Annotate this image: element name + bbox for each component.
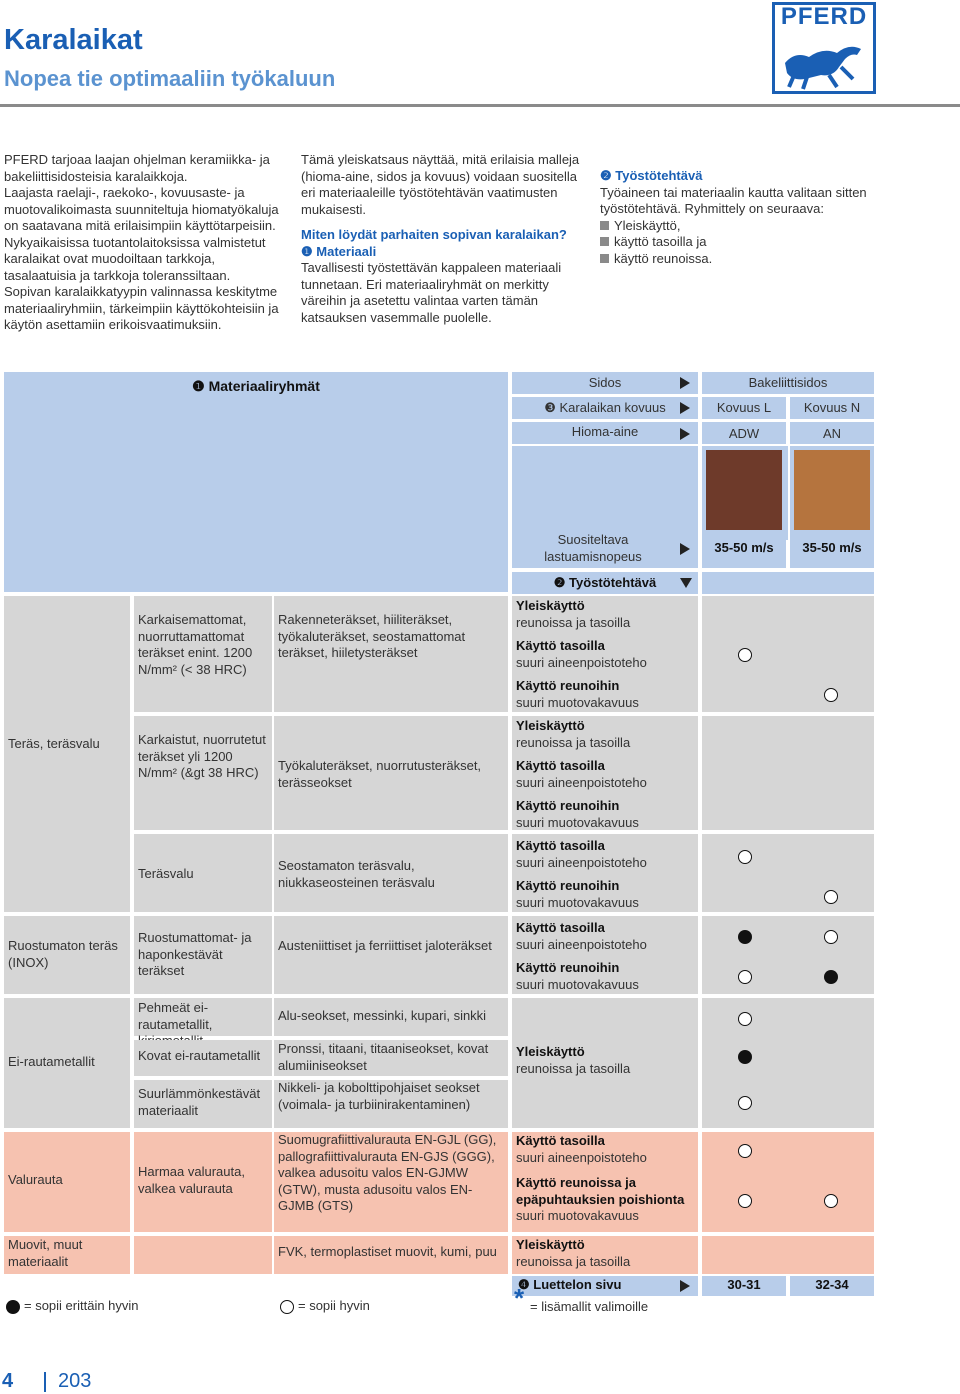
sub-group: Karkaistut, nuorrutetut teräkset yli 1200 N/mm² (&gt 38 HRC) — [134, 716, 272, 830]
good-rating-icon — [738, 850, 752, 864]
abrasive-adw: ADW — [702, 422, 786, 444]
task-list-item: käyttö tasoilla ja — [600, 234, 890, 251]
page-number: 203 — [58, 1370, 92, 1392]
intro-column-1 — [4, 152, 284, 334]
rating-cell — [702, 998, 874, 1128]
intro-heading-material: ❶ Materiaali — [301, 243, 377, 259]
sub-group: Pehmeät ei-rautametallit, — [134, 998, 272, 1036]
rating-cell — [702, 834, 874, 912]
intro-column-3 — [600, 168, 890, 267]
swatch-adw-cell — [702, 446, 788, 540]
legend-very-good: = sopii erittäin hyvin — [24, 1298, 139, 1313]
abrasive-an: AN — [790, 422, 874, 444]
sub-group: Suurlämmönkestävät materiaalit — [134, 1080, 272, 1128]
good-rating-icon — [738, 970, 752, 984]
catalog-page-1: 30-31 — [702, 1276, 786, 1296]
square-bullet-icon — [600, 254, 609, 263]
arrow-down-icon — [680, 578, 692, 588]
sub-group: Karkaisemattomat, nuorruttamattomat teräkset enint. 1200 N/mm² (< 38 HRC) — [134, 596, 272, 712]
header-divider — [0, 104, 960, 107]
intro-paragraph: PFERD tarjoaa laajan ohjelman keramiikka- ja bakeliittisidosteisia karalaikkoja. — [4, 152, 270, 184]
task-cell: Yleiskäyttö reunoissa ja tasoilla — [512, 1236, 698, 1274]
speed-label: Suositeltava lastuamisnopeus — [512, 530, 698, 568]
task-cell: Käyttö tasoilla suuri aineenpoistoteho Käyttö reunoissa ja epäpuhtauksien poishionta suuri muotovakavuus — [512, 1132, 698, 1232]
chapter-number: 4 — [2, 1370, 14, 1392]
star-icon: * — [514, 1283, 525, 1313]
material-group-plastics: Muovit, muut materiaalit — [4, 1236, 130, 1274]
intro-question: Miten löydät parhaiten sopivan karalaikan? — [301, 227, 567, 242]
intro-heading-task: ❷ Työstötehtävä — [600, 168, 703, 183]
good-rating-icon — [824, 688, 838, 702]
page-title: Karalaikat — [4, 24, 143, 56]
bond-label: Sidos — [512, 372, 698, 394]
task-cell: Yleiskäyttö reunoissa ja tasoilla Käyttö tasoilla suuri aineenpoistoteho Käyttö reunoihin suuri muotovakavuus — [512, 596, 698, 712]
an-grain-swatch — [794, 450, 870, 534]
good-legend-icon — [280, 1300, 294, 1314]
task-cell: Käyttö tasoilla suuri aineenpoistoteho Käyttö reunoihin suuri muotovakavuus — [512, 834, 698, 912]
example-materials: Työkaluteräkset, nuorrutusteräkset, terässeokset — [274, 716, 508, 830]
very-good-rating-icon — [824, 970, 838, 984]
hardness-label: ❸ Karalaikan kovuus — [512, 397, 698, 419]
abrasive-label: Hioma-aine — [512, 422, 698, 444]
example-materials: Austeniittiset ja ferriittiset jaloteräkset — [274, 916, 508, 994]
good-rating-icon — [738, 648, 752, 662]
good-rating-icon — [738, 1144, 752, 1158]
example-materials: Nikkeli- ja kobolttipohjaiset seokset (voimala- ja turbiinirakentaminen) — [274, 1080, 508, 1128]
material-group-cast-iron: Valurauta — [4, 1132, 130, 1232]
material-group-nonferrous: Ei-rautametallit — [4, 998, 130, 1128]
arrow-right-icon — [680, 377, 690, 389]
swatch-label-area — [512, 446, 698, 540]
rating-cell — [702, 596, 874, 712]
example-materials: Suomugrafiittivalurauta EN-GJL (GG), pallografiittivalurauta EN-GJS (GGG), valkea adusoitu valos EN-GJMW (GTW), musta adusoitu valos EN-GJMB (GTS) — [274, 1132, 508, 1232]
speed-value-2: 35-50 m/s — [790, 530, 874, 568]
square-bullet-icon — [600, 221, 609, 230]
bond-value: Bakeliittisidos — [702, 372, 874, 394]
square-bullet-icon — [600, 237, 609, 246]
task-header: ❷ Työstötehtävä — [512, 572, 698, 594]
task-cell: Yleiskäyttö reunoissa ja tasoilla — [512, 998, 698, 1128]
task-list-item: käyttö reunoissa. — [600, 251, 890, 268]
footer-divider — [44, 1372, 46, 1392]
good-rating-icon — [738, 1194, 752, 1208]
swatch-an-cell — [790, 446, 874, 540]
arrow-right-icon — [680, 1280, 690, 1292]
very-good-rating-icon — [738, 930, 752, 944]
good-rating-icon — [824, 1194, 838, 1208]
task-cell: Yleiskäyttö reunoissa ja tasoilla Käyttö tasoilla suuri aineenpoistoteho Käyttö reunoihin suuri muotovakavuus — [512, 716, 698, 830]
hardness-n: Kovuus N — [790, 397, 874, 419]
rating-cell — [702, 916, 874, 994]
sub-group: Teräsvalu — [134, 834, 272, 912]
example-materials: Rakenneteräkset, hiiliteräkset, työkaluteräkset, seostamattomat teräkset, hiiletysteräkset — [274, 596, 508, 712]
task-header-arrow-cell — [702, 572, 874, 594]
rating-cell — [702, 716, 874, 830]
intro-paragraph: Tavallisesti työstettävän kappaleen materiaali tunnetaan. Eri materiaaliryhmät on merkitty väreihin ja asetettu valintaa varten tämän katsauksen vasemmalle puolelle. — [301, 260, 562, 325]
horse-icon — [775, 33, 873, 93]
sub-group-empty — [134, 1236, 272, 1274]
legend-extra: = lisämallit valimoille — [530, 1299, 649, 1314]
material-groups-header: ❶ Materiaaliryhmät — [192, 378, 320, 394]
intro-paragraph: Nykyaikaisissa tuotantolaitoksissa valmistetut karalaikat ovat muodoiltaan tarkkoja, tasalaatuisia ja tarkkoja toleranssiltaan. — [4, 234, 266, 283]
arrow-right-icon — [680, 428, 690, 440]
arrow-right-icon — [680, 543, 690, 555]
good-rating-icon — [738, 1096, 752, 1110]
task-cell: Käyttö tasoilla suuri aineenpoistoteho Käyttö reunoihin suuri muotovakavuus — [512, 916, 698, 994]
intro-column-2 — [301, 152, 583, 326]
example-materials: Alu-seokset, messinki, kupari, sinkki — [274, 998, 508, 1036]
good-rating-icon — [824, 930, 838, 944]
intro-paragraph: Laajasta raelaji-, raekoko-, kovuusaste- ja muotovalikoimasta suunniteltuja hiomatyökaluja on saatavana mitä erilaisimpiin käyttötarpeisiin. — [4, 185, 279, 233]
speed-value-1: 35-50 m/s — [702, 530, 786, 568]
good-rating-icon — [824, 890, 838, 904]
material-groups-header-area — [4, 372, 508, 592]
legend-good: = sopii hyvin — [298, 1298, 370, 1313]
page-subtitle: Nopea tie optimaaliin työkaluun — [4, 66, 336, 91]
good-rating-icon — [738, 1012, 752, 1026]
sub-group: Harmaa valurauta, valkea valurauta — [134, 1132, 272, 1232]
material-group-steel: Teräs, teräsvalu — [4, 596, 130, 912]
arrow-right-icon — [680, 402, 690, 414]
intro-paragraph: Työaineen tai materiaalin kautta valitaan sitten työstötehtävä. Ryhmittely on seuraava: — [600, 184, 867, 216]
catalog-page-label: ❹ Luettelon sivu — [512, 1276, 698, 1296]
very-good-legend-icon — [6, 1300, 20, 1314]
very-good-rating-icon — [738, 1050, 752, 1064]
material-group-inox: Ruostumaton teräs (INOX) — [4, 916, 130, 994]
logo-text: PFERD — [780, 3, 868, 30]
sub-group: Ruostumattomat- ja haponkestävät teräkset — [134, 916, 272, 994]
example-materials: Pronssi, titaani, titaaniseokset, kovat alumiiniseokset — [274, 1040, 508, 1076]
task-list-item: Yleiskäyttö, — [600, 218, 890, 235]
hardness-l: Kovuus L — [702, 397, 786, 419]
intro-paragraph: Sopivan karalaikkatyypin valinnassa keskitytme materiaaliryhmiin, tärkeimpiin käyttökohteisiin ja käytön asettamiin erikoisvaatimuksiin. — [4, 284, 279, 332]
rating-cell — [702, 1236, 874, 1274]
intro-paragraph: Tämä yleiskatsaus näyttää, mitä erilaisia malleja (hioma-aine, sidos ja kovuus) voidaan suositella eri materiaaleille työstötehtävän vaatimusten mukaisesti. — [301, 152, 580, 217]
sub-group: Kovat ei-rautametallit — [134, 1040, 272, 1076]
pferd-logo — [772, 2, 876, 94]
rating-cell — [702, 1132, 874, 1232]
catalog-page-2: 32-34 — [790, 1276, 874, 1296]
adw-grain-swatch — [706, 450, 782, 534]
example-materials: FVK, termoplastiset muovit, kumi, puu — [274, 1236, 508, 1274]
example-materials: Seostamaton teräsvalu, niukkaseosteinen teräsvalu — [274, 834, 508, 912]
